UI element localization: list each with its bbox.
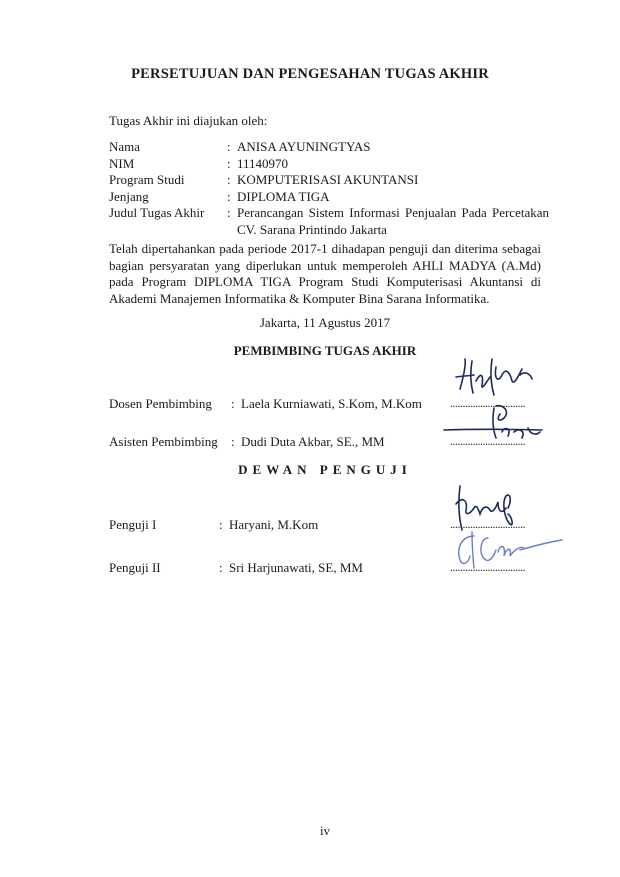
info-label: Program Studi: [109, 172, 185, 187]
signer-role: Asisten Pembimbing: [109, 434, 218, 449]
signer-colon: :: [219, 517, 223, 532]
signer-name: Sri Harjunawati, SE, MM: [229, 560, 363, 575]
signer-colon: :: [219, 560, 223, 575]
pembimbing-heading: PEMBIMBING TUGAS AKHIR: [233, 343, 417, 358]
page-number: iv: [319, 823, 331, 838]
info-row-jenjang: [109, 189, 549, 206]
info-colon: :: [227, 188, 231, 204]
info-row-judul: [109, 205, 549, 238]
penguji-heading: DEWAN PENGUJI: [238, 462, 412, 477]
info-label: Jenjang: [109, 188, 149, 204]
page-title: PERSETUJUAN DAN PENGESAHAN TUGAS AKHIR: [131, 66, 489, 82]
info-row-nim: [109, 156, 549, 173]
info-label: Nama: [109, 139, 141, 154]
info-colon: :: [227, 155, 231, 171]
info-value: 11140970: [237, 155, 289, 171]
info-value: KOMPUTERISASI AKUNTANSI: [237, 172, 419, 187]
student-info-table: [109, 139, 549, 238]
signer-role: Dosen Pembimbing: [109, 396, 212, 411]
signature-line: ..............................: [450, 517, 525, 531]
signer-role: Penguji II: [109, 560, 161, 575]
signer-row-penguji-2: [109, 560, 363, 576]
intro-text: Tugas Akhir ini diajukan oleh:: [109, 113, 268, 128]
info-label: NIM: [109, 155, 135, 171]
signer-role: Penguji I: [109, 517, 157, 532]
signer-row-dosen-pembimbing: [109, 396, 422, 412]
signer-name: Laela Kurniawati, S.Kom, M.Kom: [241, 396, 422, 411]
signature-line: ..............................: [450, 396, 525, 410]
info-colon: :: [227, 172, 231, 187]
signature-line: ..............................: [450, 434, 525, 448]
signer-row-asisten-pembimbing: [109, 434, 385, 450]
signer-name: Dudi Duta Akbar, SE., MM: [241, 434, 385, 449]
signer-colon: :: [231, 434, 235, 449]
info-row-nama: [109, 139, 549, 156]
city-date: Jakarta, 11 Agustus 2017: [259, 315, 391, 330]
approval-paragraph: Telah dipertahankan pada periode 2017-1 dihadapan penguji dan diterima sebagai bagian persyaratan yang diperlukan untuk memperoleh AHLI MADYA (A.Md) pada Program DIPLOMA TIGA Program Studi Komputerisasi Akuntansi di Akademi Manajemen Informatika & Komputer Bina Sarana Informatika.: [109, 241, 541, 306]
info-label: Judul Tugas Akhir: [109, 205, 205, 220]
signer-name: Haryani, M.Kom: [229, 517, 319, 532]
info-colon: :: [227, 139, 231, 154]
signature-line: ..............................: [450, 560, 525, 574]
info-value: Perancangan Sistem Informasi Penjualan Pada Percetakan CV. Sarana Printindo Jakarta: [237, 205, 549, 237]
info-value: DIPLOMA TIGA: [237, 188, 330, 204]
signer-colon: :: [231, 396, 235, 411]
signer-row-penguji-1: [109, 517, 318, 533]
info-row-program-studi: [109, 172, 549, 189]
info-value: ANISA AYUNINGTYAS: [237, 139, 371, 154]
info-colon: :: [227, 205, 231, 220]
